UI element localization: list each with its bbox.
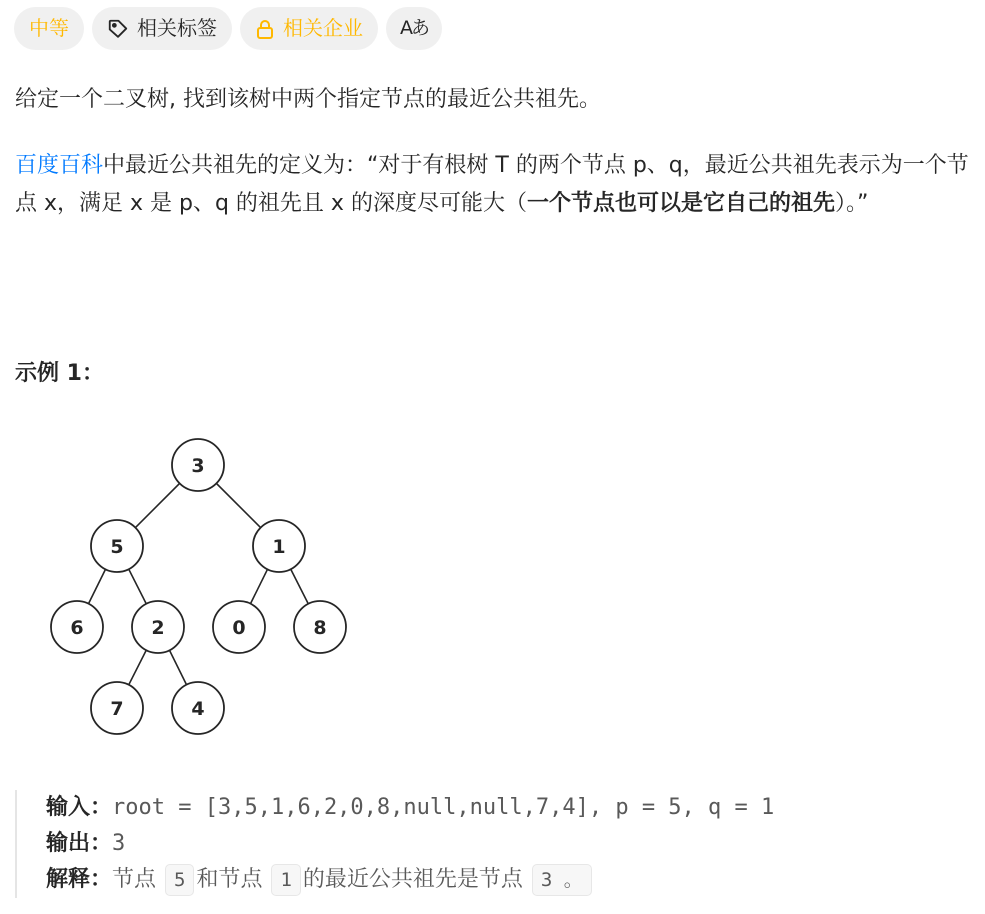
example-explanation-line [46, 862, 946, 898]
definition-bold-text: 一个节点也可以是它自己的祖先 [526, 191, 835, 216]
related-companies-button[interactable] [240, 7, 378, 50]
tree-node-label: 5 [110, 536, 124, 558]
tree-node-label: 6 [70, 617, 84, 639]
tag-icon [107, 18, 129, 40]
tree-node [213, 601, 265, 653]
code-p: 5 [165, 864, 194, 896]
binary-tree-diagram [45, 435, 355, 740]
tree-node-label: 3 [191, 455, 205, 477]
tree-node [253, 520, 305, 572]
definition-end-text: ）。” [834, 191, 869, 216]
input-value: root = [3,5,1,6,2,0,8,null,null,7,4], p = 5, q = 1 [112, 795, 775, 820]
explanation-label: 解释： [46, 867, 113, 892]
difficulty-label: 中等 [29, 16, 69, 40]
tree-node-label: 7 [110, 698, 124, 720]
example-input-line [46, 790, 946, 826]
explanation-text: 节点 [112, 867, 164, 892]
tree-node [51, 601, 103, 653]
definition-text: 中最近公共祖先的定义为：“对于有根树 T 的两个节点 p、q，最近公共祖先表示为一个节点 x，满足 x 是 p、q 的祖先且 x 的深度尽可能大（ [15, 153, 969, 216]
tree-node [91, 520, 143, 572]
translate-icon: Aあ [400, 17, 428, 39]
baidu-baike-link[interactable]: 百度百科 [15, 153, 104, 178]
tree-node [132, 601, 184, 653]
tree-node [91, 682, 143, 734]
code-result: 3 。 [532, 864, 592, 896]
problem-definition [15, 147, 975, 223]
related-tags-button[interactable] [92, 7, 232, 50]
input-label: 输入： [46, 795, 113, 820]
translate-button[interactable] [386, 7, 442, 50]
example-output-line [46, 826, 946, 862]
output-value: 3 [112, 831, 126, 856]
tag-bar [14, 7, 442, 50]
tree-node-label: 1 [272, 536, 286, 558]
tree-node-label: 2 [151, 617, 165, 639]
tree-node-label: 4 [191, 698, 205, 720]
tree-node [172, 439, 224, 491]
tree-node-label: 0 [232, 617, 246, 639]
problem-intro: 给定一个二叉树, 找到该树中两个指定节点的最近公共祖先。 [15, 87, 601, 112]
code-q: 1 [271, 864, 300, 896]
example-title: 示例 1： [15, 361, 104, 386]
explanation-text: 的最近公共祖先是节点 [302, 867, 530, 892]
tree-node [172, 682, 224, 734]
related-tags-label: 相关标签 [137, 16, 217, 40]
lock-icon [255, 18, 275, 40]
example-block [15, 790, 946, 898]
tree-node-label: 8 [313, 617, 327, 639]
explanation-text: 和节点 [196, 867, 270, 892]
tree-node [294, 601, 346, 653]
output-label: 输出： [46, 831, 113, 856]
difficulty-badge[interactable] [14, 7, 84, 50]
related-companies-label: 相关企业 [283, 16, 363, 40]
